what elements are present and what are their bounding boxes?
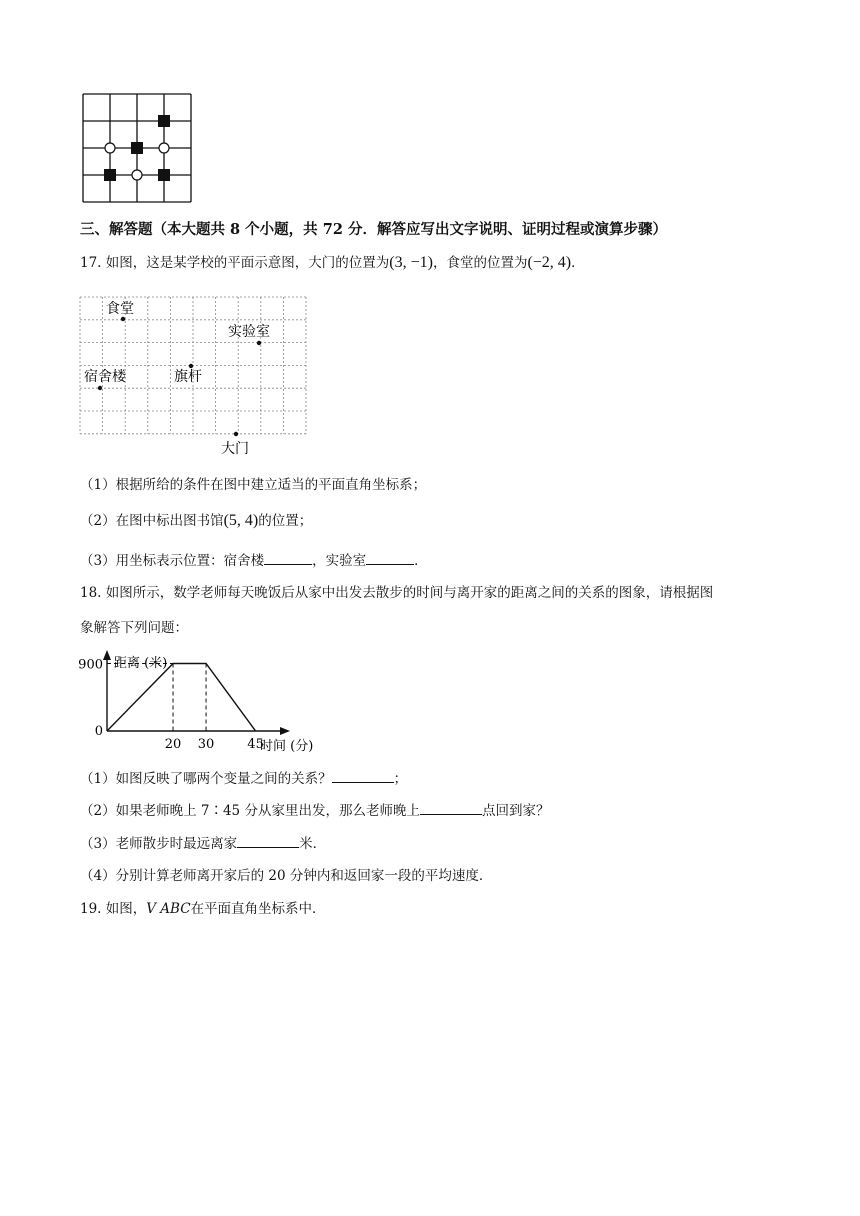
q18-part1-a: （1）如图反映了哪两个变量之间的关系？ — [80, 771, 332, 787]
distance-time-chart — [70, 648, 340, 756]
grid-puzzle-figure — [80, 91, 194, 203]
triangle-abc: V ABC — [146, 901, 191, 917]
q18-part2-a: （2）如果老师晚上 7∶45 分从家里出发，那么老师晚上 — [80, 803, 420, 819]
q18-part4: （4）分别计算老师离开家后的 20 分钟内和返回家一段的平均速度． — [80, 868, 493, 884]
q17-stem — [80, 253, 585, 273]
q18-part1 — [80, 768, 407, 789]
filled-square-piece — [158, 115, 170, 127]
dorm-label: 宿舍楼 — [84, 369, 126, 385]
q19-stem-a: 19. 如图， — [80, 901, 147, 917]
y-tick-label: 900 — [78, 657, 103, 673]
q18-part1-b: ； — [393, 771, 408, 787]
y-axis-title: 距离 (米) — [114, 656, 168, 671]
origin-label: 0 — [94, 724, 103, 739]
q17-part2-a: （2）在图中标出图书馆 — [80, 513, 224, 529]
q17-part2 — [80, 511, 312, 531]
lab-answer-blank[interactable] — [366, 550, 414, 565]
lab-point — [257, 341, 261, 345]
q18-part2 — [80, 800, 549, 821]
y-axis-arrow — [103, 650, 111, 660]
canteen-point — [121, 317, 125, 321]
canteen-label: 食堂 — [106, 301, 134, 317]
gate-point — [234, 432, 238, 436]
q18-stem-line2: 象解答下列问题： — [80, 620, 188, 636]
x-tick-label: 45 — [247, 737, 264, 752]
open-circle-piece — [132, 170, 142, 180]
q17-stem-a: 17. 如图，这是某学校的平面示意图，大门的位置为 — [80, 255, 390, 271]
dorm-answer-blank[interactable] — [264, 550, 312, 565]
q18-part3 — [80, 833, 326, 854]
q18-part2-blank[interactable] — [420, 800, 482, 815]
section-title: 三、解答题（本大题共 8 个小题，共 72 分．解答应写出文字说明、证明过程或演算步骤） — [80, 221, 667, 238]
filled-square-piece — [131, 142, 143, 154]
filled-square-piece — [104, 169, 116, 181]
q19-stem — [80, 899, 326, 919]
q17-stem-b: ，食堂的位置为 — [432, 255, 528, 271]
x-axis-arrow — [280, 727, 290, 735]
school-map-figure — [78, 295, 310, 465]
flagpole-label: 旗杆 — [174, 369, 202, 385]
q17-part3-b: ，实验室 — [312, 553, 367, 569]
filled-square-piece — [158, 169, 170, 181]
flagpole-point — [189, 364, 193, 368]
canteen-coordinate: (−2, 4) — [527, 254, 572, 271]
q17-stem-c: ． — [571, 255, 585, 271]
q17-part2-b: 的位置； — [258, 513, 313, 529]
q18-part1-blank[interactable] — [332, 768, 394, 783]
q18-part2-b: 点回到家？ — [481, 803, 550, 819]
q17-part3 — [80, 550, 428, 571]
q17-part3-a: （3）用坐标表示位置：宿舍楼 — [80, 553, 265, 569]
q18-part3-b: 米． — [299, 836, 327, 852]
q17-part3-c: ． — [414, 553, 428, 569]
q17-part1: （1）根据所给的条件在图中建立适当的平面直角坐标系； — [80, 477, 427, 493]
open-circle-piece — [159, 143, 169, 153]
q18-stem-line1: 18. 如图所示，数学老师每天晚饭后从家中出发去散步的时间与离开家的距离之间的关系的图象，请根据图 — [80, 585, 714, 601]
q19-stem-b: 在平面直角坐标系中． — [190, 901, 326, 917]
distance-series-line — [107, 664, 256, 732]
open-circle-piece — [105, 143, 115, 153]
x-tick-label: 30 — [197, 737, 215, 752]
dorm-point — [98, 386, 102, 390]
q18-part3-blank[interactable] — [237, 833, 299, 848]
gate-coordinate: (3, −1) — [389, 254, 433, 271]
lab-label: 实验室 — [228, 324, 270, 340]
q18-part3-a: （3）老师散步时最远离家 — [80, 836, 238, 852]
gate-label: 大门 — [221, 441, 249, 457]
x-tick-label: 20 — [164, 737, 182, 752]
x-axis-title: 时间 (分) — [260, 739, 314, 754]
library-coordinate: (5, 4) — [223, 512, 259, 529]
